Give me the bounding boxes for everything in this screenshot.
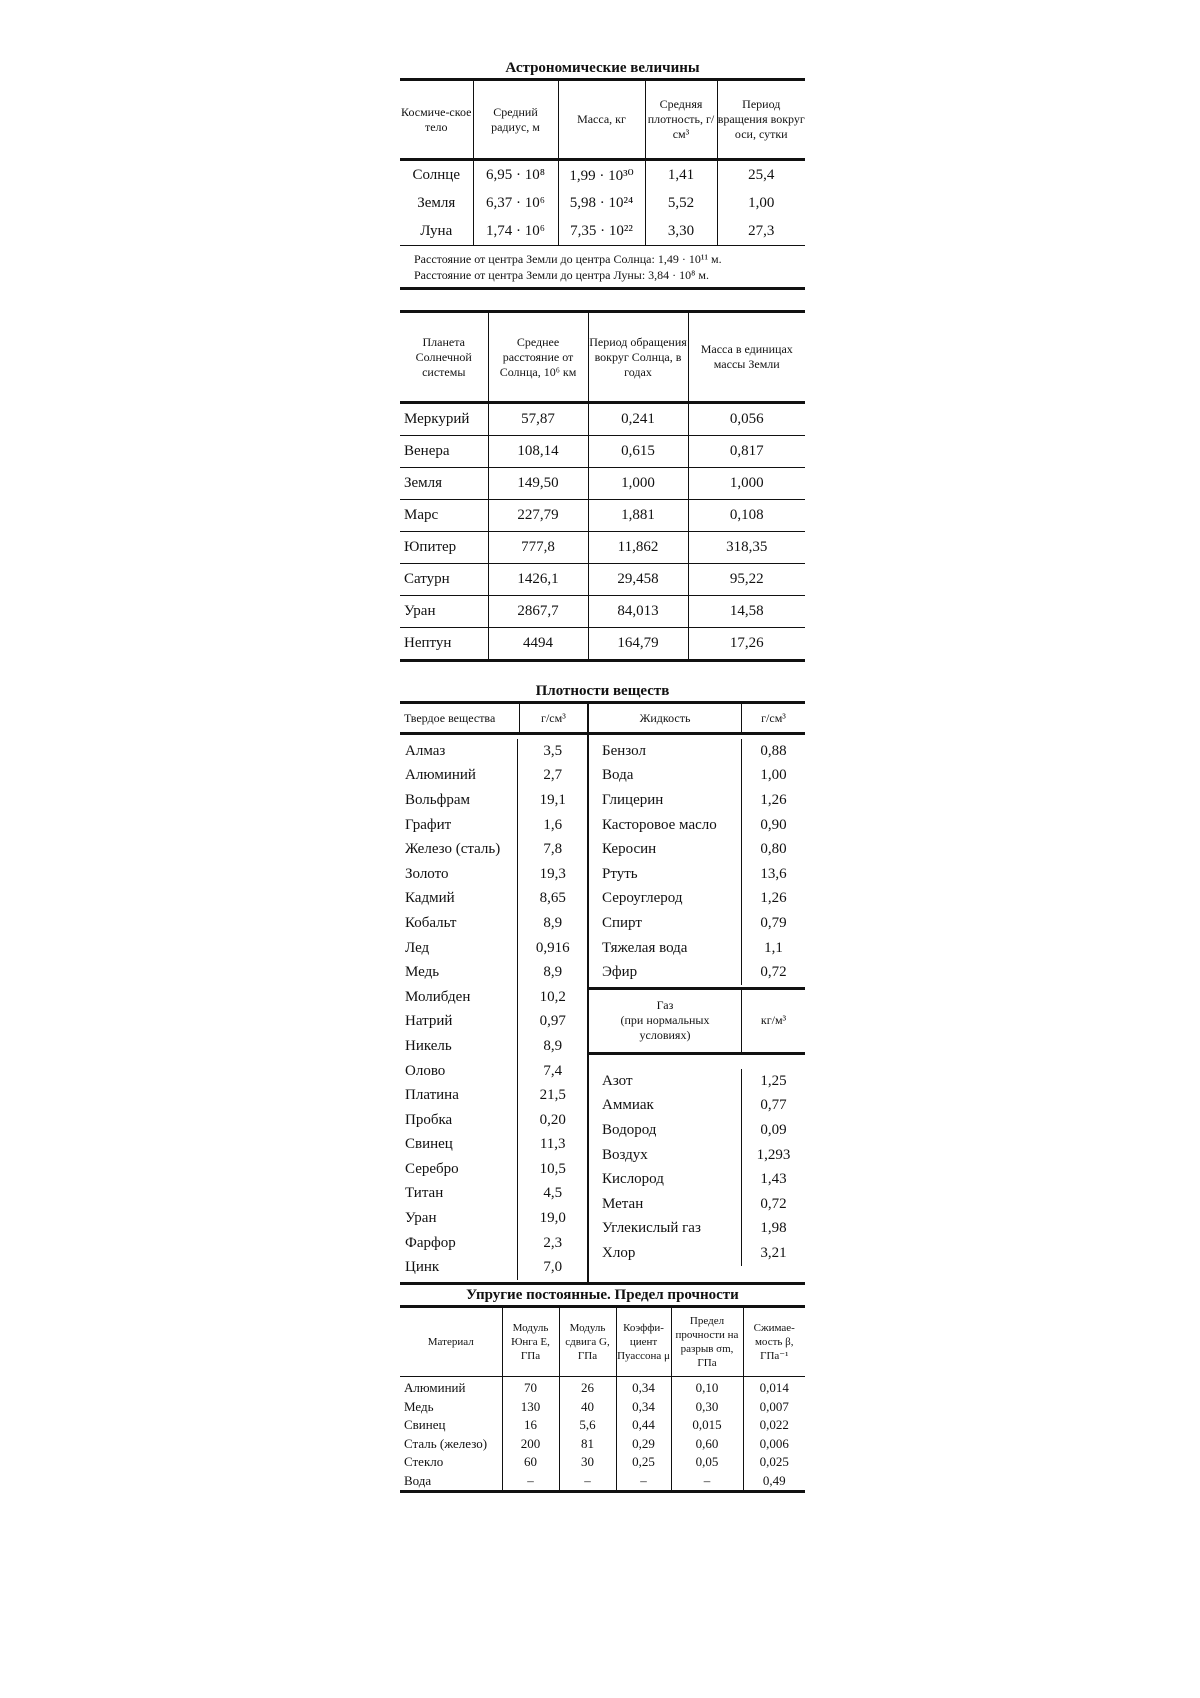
planet-name-cell: Уран [400, 596, 488, 628]
astro-title: Астрономические величины [505, 60, 700, 76]
gas-name: Воздух [602, 1146, 648, 1163]
elastic-header-young: Модуль Юнга E, ГПа [502, 1307, 559, 1377]
planet-period-cell: 0,241 [588, 403, 688, 436]
solid-name: Вольфрам [405, 791, 471, 808]
solid-value: 8,9 [517, 1034, 587, 1059]
astro-note-moon: Расстояние от центра Земли до центра Луны: 3,84 · 10⁸ м. [414, 268, 709, 282]
list-item [400, 739, 587, 764]
solid-name: Алмаз [405, 742, 446, 759]
list-item [400, 936, 587, 961]
table-row [400, 436, 805, 468]
gas-header-unit: кг/м³ [741, 990, 805, 1052]
elastic-header-poisson: Коэффи-циент Пуассона μ [616, 1307, 671, 1377]
solid-value: 1,6 [517, 813, 587, 838]
solid-value: 19,3 [517, 862, 587, 887]
planet-mass-cell: 0,056 [688, 403, 805, 436]
elastic-cell: Алюминий [400, 1377, 502, 1398]
planet-mass-cell: 1,000 [688, 468, 805, 500]
list-item [400, 837, 587, 862]
liquid-name: Спирт [602, 914, 642, 931]
solid-name: Уран [405, 1210, 437, 1227]
list-item [400, 862, 587, 887]
list-item [400, 813, 587, 838]
solid-value: 2,7 [517, 764, 587, 789]
list-item [400, 911, 587, 936]
list-item [589, 1192, 805, 1217]
elastic-cell: 0,49 [762, 1472, 786, 1488]
solid-name: Медь [405, 964, 440, 981]
list-item [400, 1133, 587, 1158]
list-item [400, 1231, 587, 1256]
list-item [589, 887, 805, 912]
astro-header-period: Период вращения вокруг оси, сутки [717, 97, 805, 141]
liquid-value: 13,6 [741, 862, 805, 887]
list-item [400, 1034, 587, 1059]
elastic-cell: Сталь (железо) [400, 1435, 502, 1454]
list-item [400, 960, 587, 985]
gas-header [589, 987, 805, 1055]
table-row [400, 468, 805, 500]
gas-value: 1,293 [741, 1143, 805, 1168]
list-item [589, 862, 805, 887]
liquid-header-unit: г/см³ [741, 704, 805, 732]
gas-name: Хлор [602, 1244, 636, 1261]
astro-cell: Солнце [400, 160, 473, 190]
planets-table [400, 310, 805, 662]
gas-name: Азот [602, 1072, 633, 1089]
elastic-cell: 0,25 [616, 1453, 671, 1472]
elastic-cell: 0,30 [671, 1398, 743, 1417]
solid-value: 8,9 [517, 911, 587, 936]
liquid-value: 1,26 [741, 788, 805, 813]
list-item [400, 788, 587, 813]
list-item [589, 788, 805, 813]
solid-name: Серебро [405, 1160, 459, 1177]
astro-header-body: Космиче-ское тело [400, 80, 473, 160]
planet-distance-cell: 1426,1 [488, 564, 588, 596]
table-row [400, 1472, 805, 1492]
liquid-value: 0,88 [741, 739, 805, 764]
table-row [400, 217, 805, 246]
table-row [400, 189, 805, 217]
gas-name: Аммиак [602, 1097, 654, 1114]
planet-mass-cell: 0,108 [688, 500, 805, 532]
elastic-title: Упругие постоянные. Предел прочности [466, 1287, 739, 1304]
liquid-value: 1,1 [741, 936, 805, 961]
gas-name: Водород [602, 1121, 657, 1138]
elastic-header-strength: Предел прочности на разрыв σm, ГПа [671, 1307, 743, 1377]
list-item [589, 911, 805, 936]
liquid-name: Бензол [602, 742, 646, 759]
elastic-cell: 0,025 [759, 1454, 789, 1470]
list-item [400, 1182, 587, 1207]
solid-column [400, 704, 589, 1282]
liquid-name: Керосин [602, 841, 657, 858]
liquid-header [589, 704, 805, 735]
solid-name: Графит [405, 816, 452, 833]
elastic-rows [400, 1377, 805, 1492]
solid-value: 8,9 [517, 960, 587, 985]
solid-name: Золото [405, 865, 449, 882]
elastic-cell: 0,015 [671, 1416, 743, 1435]
solid-header-label: Твердое вещества [404, 710, 496, 725]
elastic-cell: Вода [400, 1472, 502, 1492]
solid-value: 10,2 [517, 985, 587, 1010]
list-item [400, 1255, 587, 1280]
gas-value: 0,77 [741, 1094, 805, 1119]
planet-distance-cell: 227,79 [488, 500, 588, 532]
planet-distance-cell: 2867,7 [488, 596, 588, 628]
elastic-cell: 30 [559, 1453, 616, 1472]
liquid-value: 0,72 [741, 960, 805, 985]
solid-value: 0,916 [517, 936, 587, 961]
fluid-column [589, 704, 805, 1282]
liquid-header-label: Жидкость [639, 710, 691, 725]
elastic-cell: 81 [559, 1435, 616, 1454]
planet-name-cell: Земля [400, 468, 488, 500]
elastic-cell: – [671, 1472, 743, 1492]
planet-name-cell: Марс [400, 500, 488, 532]
elastic-cell: 0,05 [671, 1453, 743, 1472]
astro-header-mass: Масса, кг [558, 80, 645, 160]
gas-name: Кислород [602, 1171, 664, 1188]
solid-name: Кадмий [405, 890, 455, 907]
list-item [589, 1069, 805, 1094]
planet-period-cell: 29,458 [588, 564, 688, 596]
list-item [400, 1157, 587, 1182]
solid-name: Молибден [405, 988, 471, 1005]
solid-value: 0,97 [517, 1010, 587, 1035]
planet-distance-cell: 108,14 [488, 436, 588, 468]
liquid-value: 0,80 [741, 837, 805, 862]
list-item [400, 985, 587, 1010]
liquid-list [589, 735, 805, 987]
table-row [400, 500, 805, 532]
liquid-value: 0,79 [741, 911, 805, 936]
solid-name: Платина [405, 1087, 459, 1104]
elastic-cell: 70 [502, 1377, 559, 1398]
gas-header-line: условиях) [639, 1028, 691, 1043]
table-row [400, 1416, 805, 1435]
solid-value: 0,20 [517, 1108, 587, 1133]
solid-name: Кобальт [405, 914, 457, 931]
astro-header-density: Средняя плотность, г/см³ [645, 80, 717, 160]
elastic-cell: 0,60 [671, 1435, 743, 1454]
planet-distance-cell: 4494 [488, 628, 588, 661]
astro-cell: Луна [400, 217, 473, 246]
astro-cell: 1,99 · 10³⁰ [558, 160, 645, 190]
planet-name-cell: Меркурий [400, 403, 488, 436]
gas-name: Метан [602, 1195, 644, 1212]
solid-header-unit: г/см³ [519, 704, 587, 732]
planets-header-period: Период обращения вокруг Солнца, в годах [588, 312, 688, 403]
elastic-cell: 200 [502, 1435, 559, 1454]
planet-period-cell: 0,615 [588, 436, 688, 468]
table-row [400, 403, 805, 436]
elastic-cell: 0,34 [616, 1398, 671, 1417]
astro-cell: 6,37 · 10⁶ [473, 189, 558, 217]
elastic-cell: 0,34 [616, 1377, 671, 1398]
planet-period-cell: 84,013 [588, 596, 688, 628]
gas-value: 0,09 [741, 1118, 805, 1143]
list-item [400, 1010, 587, 1035]
elastic-header-shear: Модуль сдвига G, ГПа [559, 1307, 616, 1377]
planet-distance-cell: 149,50 [488, 468, 588, 500]
elastic-table [400, 1305, 805, 1493]
solid-value: 19,0 [517, 1206, 587, 1231]
gas-header-line: (при нормальных [620, 1013, 710, 1028]
liquid-name: Вода [602, 767, 634, 784]
solid-header [400, 704, 587, 735]
list-item [589, 1241, 805, 1266]
liquid-name: Ртуть [602, 865, 638, 882]
solid-list [400, 735, 587, 1282]
reference-page [400, 58, 805, 1493]
list-item [589, 739, 805, 764]
gas-value: 0,72 [741, 1192, 805, 1217]
elastic-cell: 130 [502, 1398, 559, 1417]
planet-period-cell: 1,000 [588, 468, 688, 500]
planet-mass-cell: 0,817 [688, 436, 805, 468]
astro-cell: 5,52 [645, 189, 717, 217]
liquid-name: Тяжелая вода [602, 939, 688, 956]
table-row [400, 160, 805, 190]
list-item [400, 887, 587, 912]
elastic-cell: – [616, 1472, 671, 1492]
planet-name-cell: Юпитер [400, 532, 488, 564]
gas-name: Углекислый газ [602, 1220, 701, 1237]
elastic-cell: 5,6 [559, 1416, 616, 1435]
planets-header-name: Планета Солнечной системы [400, 312, 488, 403]
elastic-cell: 0,022 [759, 1417, 789, 1433]
solid-value: 8,65 [517, 887, 587, 912]
elastic-cell: Стекло [400, 1453, 502, 1472]
astro-header-radius: Средний радиус, м [473, 80, 558, 160]
planet-distance-cell: 777,8 [488, 532, 588, 564]
planet-mass-cell: 95,22 [688, 564, 805, 596]
planet-name-cell: Нептун [400, 628, 488, 661]
table-row [400, 628, 805, 661]
solid-name: Натрий [405, 1013, 453, 1030]
list-item [589, 936, 805, 961]
astro-cell: 6,95 · 10⁸ [473, 160, 558, 190]
planets-header-distance: Среднее расстояние от Солнца, 10⁶ км [488, 312, 588, 403]
list-item [400, 1206, 587, 1231]
elastic-cell: 16 [502, 1416, 559, 1435]
table-row [400, 564, 805, 596]
elastic-cell: 0,29 [616, 1435, 671, 1454]
elastic-cell: 40 [559, 1398, 616, 1417]
elastic-cell: 0,014 [759, 1380, 789, 1396]
solid-value: 11,3 [517, 1133, 587, 1158]
planets-header-mass: Масса в единицах массы Земли [700, 342, 793, 371]
gas-header-label [589, 990, 741, 1052]
table-row [400, 1435, 805, 1454]
gas-value: 1,98 [741, 1217, 805, 1242]
list-item [589, 813, 805, 838]
table-row [400, 1453, 805, 1472]
planet-period-cell: 164,79 [588, 628, 688, 661]
elastic-cell: Медь [400, 1398, 502, 1417]
solid-value: 7,4 [517, 1059, 587, 1084]
gas-list [589, 1055, 805, 1268]
gas-header-line: Газ [656, 998, 674, 1013]
elastic-cell: 0,007 [759, 1398, 789, 1414]
solid-name: Фарфор [405, 1234, 456, 1251]
planet-name-cell: Венера [400, 436, 488, 468]
astro-note-sun: Расстояние от центра Земли до центра Солнца: 1,49 · 10¹¹ м. [414, 252, 722, 266]
liquid-name: Глицерин [602, 791, 664, 808]
planet-name-cell: Сатурн [400, 564, 488, 596]
elastic-header-material: Материал [400, 1307, 502, 1377]
astro-cell: 7,35 · 10²² [558, 217, 645, 246]
planet-mass-cell: 14,58 [688, 596, 805, 628]
liquid-name: Сероуглерод [602, 890, 683, 907]
elastic-cell: 0,44 [616, 1416, 671, 1435]
astro-cell: 27,3 [717, 217, 805, 246]
gas-value: 1,25 [741, 1069, 805, 1094]
list-item [589, 1143, 805, 1168]
planet-mass-cell: 17,26 [688, 628, 805, 661]
gas-value: 3,21 [741, 1241, 805, 1266]
table-row [400, 596, 805, 628]
table-row [400, 1398, 805, 1417]
solid-value: 7,8 [517, 837, 587, 862]
list-item [589, 960, 805, 985]
density-title: Плотности веществ [535, 683, 670, 699]
solid-name: Свинец [405, 1136, 453, 1153]
solid-value: 10,5 [517, 1157, 587, 1182]
list-item [400, 1083, 587, 1108]
list-item [589, 1167, 805, 1192]
list-item [589, 837, 805, 862]
solid-name: Олово [405, 1062, 446, 1079]
liquid-value: 0,90 [741, 813, 805, 838]
solid-value: 3,5 [517, 739, 587, 764]
liquid-name: Касторовое масло [602, 816, 717, 833]
elastic-header-compress: Сжимае-мость β, ГПа⁻¹ [753, 1322, 795, 1363]
solid-value: 19,1 [517, 788, 587, 813]
astro-cell: 1,74 · 10⁶ [473, 217, 558, 246]
astro-cell: 5,98 · 10²⁴ [558, 189, 645, 217]
list-item [589, 1094, 805, 1119]
liquid-value: 1,00 [741, 764, 805, 789]
liquid-value: 1,26 [741, 887, 805, 912]
planet-distance-cell: 57,87 [488, 403, 588, 436]
astro-cell: 3,30 [645, 217, 717, 246]
elastic-cell: 0,006 [759, 1435, 789, 1451]
elastic-cell: – [559, 1472, 616, 1492]
astro-cell: Земля [400, 189, 473, 217]
table-row [400, 1377, 805, 1398]
solid-name: Железо (сталь) [405, 841, 501, 858]
list-item [589, 1217, 805, 1242]
solid-name: Титан [405, 1185, 444, 1202]
gas-value: 1,43 [741, 1167, 805, 1192]
list-item [400, 764, 587, 789]
elastic-cell: 0,10 [671, 1377, 743, 1398]
planet-period-cell: 1,881 [588, 500, 688, 532]
planet-period-cell: 11,862 [588, 532, 688, 564]
astro-table [400, 78, 805, 246]
solid-value: 4,5 [517, 1182, 587, 1207]
liquid-name: Эфир [602, 964, 638, 981]
planet-mass-cell: 318,35 [688, 532, 805, 564]
solid-value: 21,5 [517, 1083, 587, 1108]
solid-value: 7,0 [517, 1255, 587, 1280]
astro-cell: 1,41 [645, 160, 717, 190]
list-item [589, 1118, 805, 1143]
astro-cell: 1,00 [748, 194, 775, 211]
elastic-cell: 60 [502, 1453, 559, 1472]
list-item [400, 1108, 587, 1133]
list-item [589, 764, 805, 789]
astro-notes [400, 246, 805, 290]
astro-rows [400, 160, 805, 246]
elastic-cell: Свинец [400, 1416, 502, 1435]
elastic-cell: 26 [559, 1377, 616, 1398]
solid-name: Цинк [405, 1259, 440, 1276]
table-row [400, 532, 805, 564]
astro-cell: 25,4 [748, 166, 775, 183]
density-table [400, 701, 805, 1285]
list-item [400, 1059, 587, 1084]
solid-name: Лед [405, 939, 430, 956]
solid-name: Алюминий [405, 767, 476, 784]
solid-value: 2,3 [517, 1231, 587, 1256]
elastic-cell: – [502, 1472, 559, 1492]
solid-name: Пробка [405, 1111, 453, 1128]
solid-name: Никель [405, 1037, 452, 1054]
planets-rows [400, 403, 805, 661]
